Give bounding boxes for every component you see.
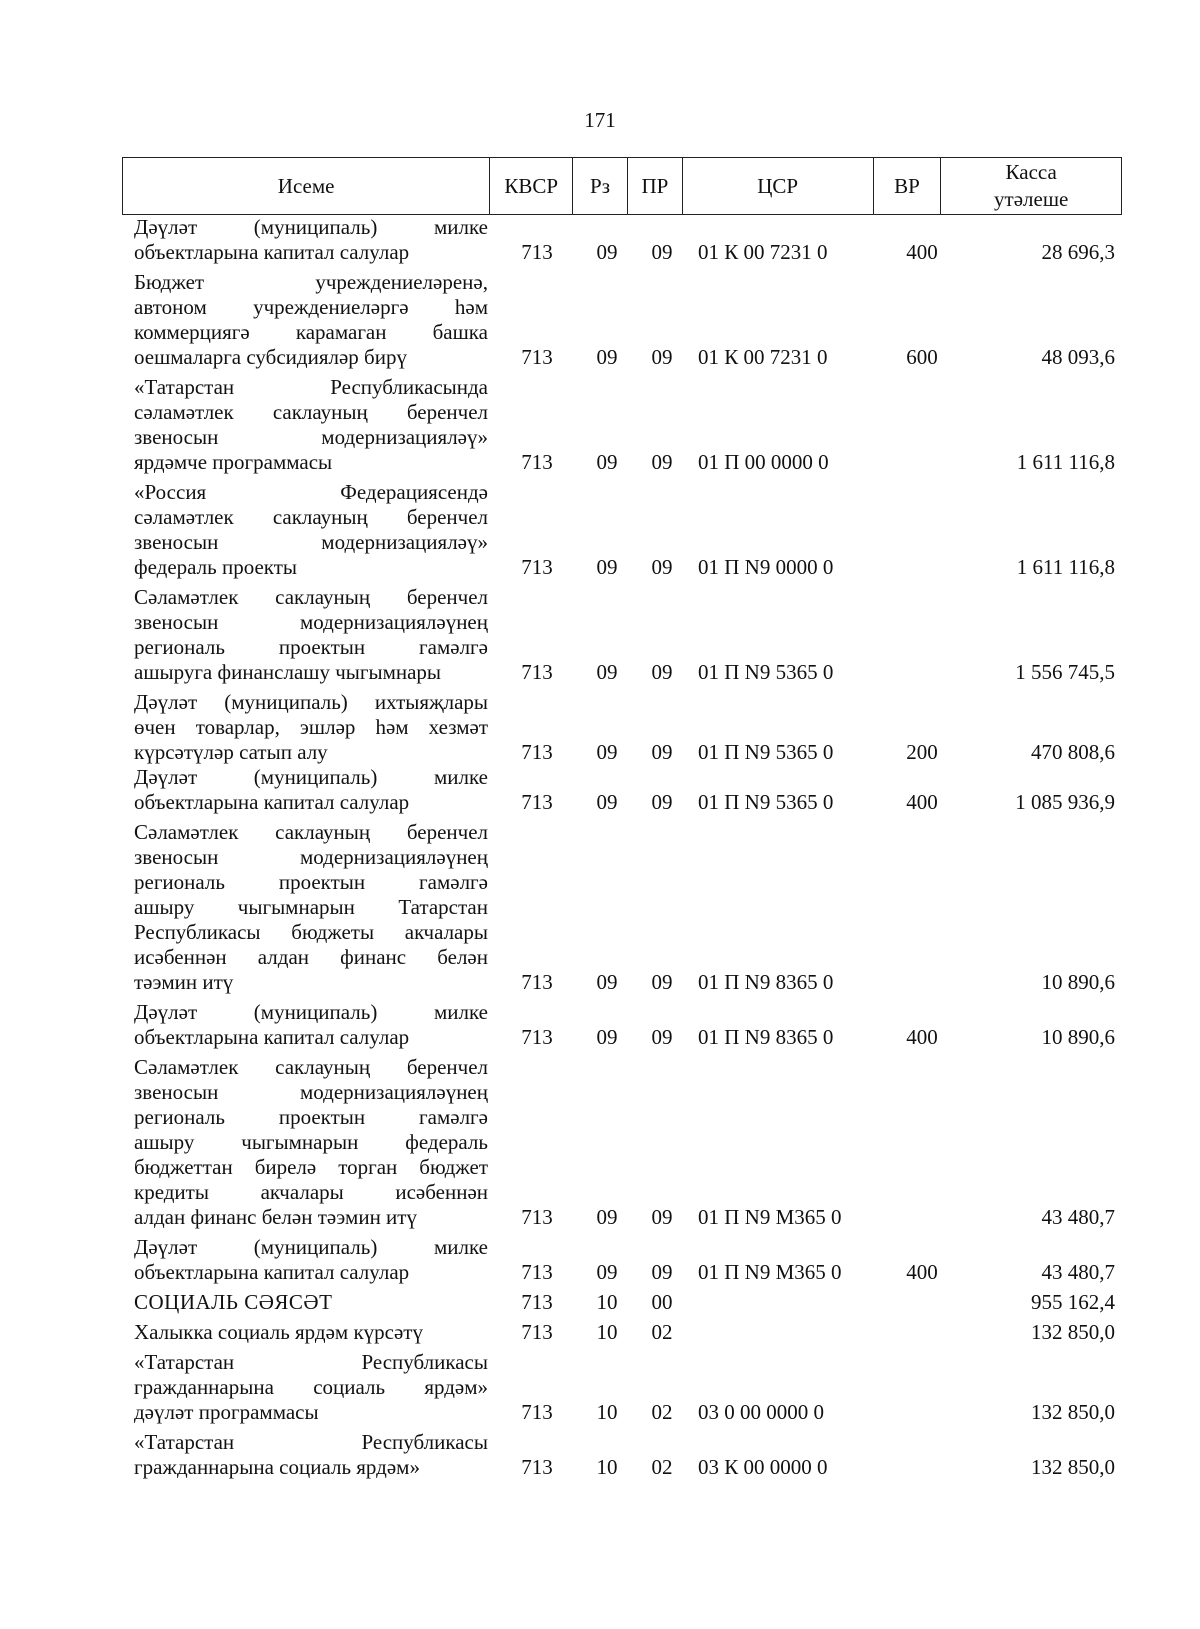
row-name-line: дəүлəт программасы [134, 1400, 319, 1424]
row-name [134, 1350, 488, 1425]
row-name-line: Дəүлəт (муниципаль) ихтыяҗлары [134, 690, 488, 714]
row-name-line: оешмаларга субсидиялəр бирү [134, 345, 407, 369]
row-name [134, 1320, 488, 1345]
row-name [134, 1430, 488, 1480]
row-name-line: өчен товарлар, эшлəр һəм хезмəт [134, 715, 488, 739]
row-sum: 43 480,7 [1041, 1260, 1115, 1284]
row-name-line: бюджеттан бирелə торган бюджет [134, 1155, 488, 1179]
row-name-line: кредиты акчалары исəбеннəн [134, 1180, 488, 1204]
row-rz: 09 [596, 555, 618, 579]
row-kvsr: 713 [521, 1320, 553, 1344]
row-name-line: күрсəтүлəр сатып алу [134, 740, 328, 764]
row-name [134, 1055, 488, 1230]
row-csr: 01 П N9 М365 0 [698, 1205, 842, 1229]
row-csr: 03 0 00 0000 0 [698, 1400, 824, 1424]
row-sum: 1 611 116,8 [1016, 450, 1115, 474]
row-kvsr: 713 [521, 740, 553, 764]
row-csr: 01 П N9 5365 0 [698, 790, 834, 814]
row-name-line: «Россия Федерациясендə [134, 480, 488, 504]
row-pr: 02 [651, 1455, 673, 1479]
table-row [0, 480, 1200, 580]
row-kvsr: 713 [521, 660, 553, 684]
row-sum: 10 890,6 [1041, 970, 1115, 994]
row-kvsr: 713 [521, 450, 553, 474]
row-name-line: Сəламəтлек саклауның беренчел [134, 820, 488, 844]
row-name [134, 585, 488, 685]
row-sum: 132 850,0 [1031, 1400, 1115, 1424]
row-csr: 03 К 00 0000 0 [698, 1455, 828, 1479]
row-rz: 09 [596, 970, 618, 994]
row-name-line: тəэмин итү [134, 970, 234, 994]
row-sum: 43 480,7 [1041, 1205, 1115, 1229]
row-pr: 09 [651, 1260, 673, 1284]
row-rz: 09 [596, 1260, 618, 1284]
row-pr: 02 [651, 1320, 673, 1344]
header-sum [941, 158, 1121, 214]
row-name [134, 765, 488, 815]
row-name-line: «Татарстан Республикасы [134, 1350, 488, 1374]
row-rz: 09 [596, 1205, 618, 1229]
header-rz: Рз [573, 158, 628, 214]
row-csr: 01 П N9 8365 0 [698, 1025, 834, 1049]
row-kvsr: 713 [521, 345, 553, 369]
row-pr: 09 [651, 1205, 673, 1229]
table-row [0, 270, 1200, 370]
row-name-line: гражданнарына социаль ярдəм» [134, 1455, 420, 1479]
row-sum: 1 556 745,5 [1015, 660, 1115, 684]
row-name-line: объектларына капитал салулар [134, 1260, 410, 1284]
table-row [0, 1055, 1200, 1230]
row-vr: 400 [906, 790, 938, 814]
header-vr: ВР [874, 158, 942, 214]
row-name-line: алдан финанс белəн тəэмин итү [134, 1205, 417, 1229]
row-rz: 10 [596, 1455, 618, 1479]
page-number: 171 [584, 108, 616, 132]
row-name [134, 1290, 488, 1315]
table-header [122, 157, 1122, 215]
row-rz: 09 [596, 1025, 618, 1049]
table-row [0, 1235, 1200, 1285]
row-pr: 09 [651, 240, 673, 264]
row-csr: 01 П N9 М365 0 [698, 1260, 842, 1284]
row-name-line: Республикасы бюджеты акчалары [134, 920, 488, 944]
row-kvsr: 713 [521, 1025, 553, 1049]
table-row [0, 1430, 1200, 1480]
row-sum: 470 808,6 [1031, 740, 1115, 764]
row-vr: 400 [906, 240, 938, 264]
row-name-line: звеносын модернизациялəү» [134, 530, 488, 554]
row-sum: 10 890,6 [1041, 1025, 1115, 1049]
row-name-line: гражданнарына социаль ярдəм» [134, 1375, 488, 1399]
row-name-line: звеносын модернизациялəүнең [134, 610, 488, 634]
row-name-line: региональ проектын гамəлгə [134, 635, 488, 659]
row-name [134, 690, 488, 765]
row-name-line: коммерциягə карамаган башка [134, 320, 488, 344]
row-vr: 400 [906, 1260, 938, 1284]
row-sum: 132 850,0 [1031, 1320, 1115, 1344]
row-pr: 09 [651, 740, 673, 764]
row-name-line: федераль проекты [134, 555, 297, 579]
row-name-line: «Татарстан Республикасында [134, 375, 488, 399]
row-pr: 02 [651, 1400, 673, 1424]
row-name [134, 480, 488, 580]
row-pr: 09 [651, 450, 673, 474]
row-name [134, 270, 488, 370]
row-name-line: ярдəмче программасы [134, 450, 333, 474]
row-csr: 01 П N9 8365 0 [698, 970, 834, 994]
row-name-line: сəламəтлек саклауның беренчел [134, 400, 488, 424]
row-rz: 10 [596, 1320, 618, 1344]
row-csr: 01 П N9 5365 0 [698, 660, 834, 684]
row-rz: 09 [596, 345, 618, 369]
table-row [0, 765, 1200, 815]
row-sum: 48 093,6 [1041, 345, 1115, 369]
row-pr: 09 [651, 790, 673, 814]
table-row [0, 820, 1200, 995]
header-name: Исеме [123, 158, 490, 214]
header-pr: ПР [628, 158, 683, 214]
row-rz: 10 [596, 1400, 618, 1424]
row-pr: 09 [651, 555, 673, 579]
row-kvsr: 713 [521, 555, 553, 579]
row-kvsr: 713 [521, 970, 553, 994]
row-csr: 01 П N9 0000 0 [698, 555, 834, 579]
header-sum-label: Касса утəлеше [994, 160, 1069, 211]
row-name-line: Дəүлəт (муниципаль) милке [134, 1000, 488, 1024]
table-row [0, 585, 1200, 685]
row-name-line: региональ проектын гамəлгə [134, 1105, 488, 1129]
row-name-line: Халыкка социаль ярдəм күрсəтү [134, 1320, 423, 1344]
row-kvsr: 713 [521, 1260, 553, 1284]
row-name-line: Бюджет учреждениелəренə, [134, 270, 488, 294]
row-vr: 200 [906, 740, 938, 764]
row-pr: 09 [651, 345, 673, 369]
row-name-line: «Татарстан Республикасы [134, 1430, 488, 1454]
row-name-line: звеносын модернизациялəү» [134, 425, 488, 449]
row-name-line: звеносын модернизациялəүнең [134, 1080, 488, 1104]
row-name-line: объектларына капитал салулар [134, 240, 410, 264]
row-pr: 09 [651, 1025, 673, 1049]
row-kvsr: 713 [521, 790, 553, 814]
row-kvsr: 713 [521, 1455, 553, 1479]
table-row [0, 690, 1200, 765]
row-rz: 09 [596, 740, 618, 764]
row-name-line: автоном учреждениелəргə һəм [134, 295, 488, 319]
table-row [0, 1350, 1200, 1425]
row-csr: 01 П 00 0000 0 [698, 450, 829, 474]
row-name-line: сəламəтлек саклауның беренчел [134, 505, 488, 529]
row-rz: 10 [596, 1290, 618, 1314]
header-csr: ЦСР [683, 158, 874, 214]
row-name-line: объектларына капитал салулар [134, 790, 410, 814]
row-csr: 01 К 00 7231 0 [698, 240, 828, 264]
row-kvsr: 713 [521, 1290, 553, 1314]
row-name-line: исəбеннəн алдан финанс белəн [134, 945, 488, 969]
row-name-line: звеносын модернизациялəүнең [134, 845, 488, 869]
row-rz: 09 [596, 240, 618, 264]
row-rz: 09 [596, 450, 618, 474]
row-name-line: Дəүлəт (муниципаль) милке [134, 1235, 488, 1259]
row-kvsr: 713 [521, 240, 553, 264]
row-csr: 01 П N9 5365 0 [698, 740, 834, 764]
row-name [134, 215, 488, 265]
row-vr: 400 [906, 1025, 938, 1049]
table-row [0, 375, 1200, 475]
row-kvsr: 713 [521, 1400, 553, 1424]
row-name-line: Дəүлəт (муниципаль) милке [134, 765, 488, 789]
table-row [0, 1290, 1200, 1315]
row-rz: 09 [596, 790, 618, 814]
row-name [134, 375, 488, 475]
row-vr: 600 [906, 345, 938, 369]
table-row [0, 1320, 1200, 1345]
row-pr: 09 [651, 970, 673, 994]
row-name-line: СОЦИАЛЬ СƏЯСƏТ [134, 1290, 333, 1314]
row-name [134, 1235, 488, 1285]
row-name-line: ашыру чыгымнарын федераль [134, 1130, 488, 1154]
row-kvsr: 713 [521, 1205, 553, 1229]
row-name-line: Сəламəтлек саклауның беренчел [134, 1055, 488, 1079]
row-name [134, 820, 488, 995]
row-pr: 00 [651, 1290, 673, 1314]
row-name-line: объектларына капитал салулар [134, 1025, 410, 1049]
row-sum: 132 850,0 [1031, 1455, 1115, 1479]
row-sum: 1 085 936,9 [1015, 790, 1115, 814]
row-name-line: региональ проектын гамəлгə [134, 870, 488, 894]
row-sum: 28 696,3 [1041, 240, 1115, 264]
row-name-line: ашыру чыгымнарын Татарстан [134, 895, 488, 919]
row-pr: 09 [651, 660, 673, 684]
table-row [0, 215, 1200, 265]
row-name [134, 1000, 488, 1050]
table-row [0, 1000, 1200, 1050]
row-name-line: Сəламəтлек саклауның беренчел [134, 585, 488, 609]
row-name-line: Дəүлəт (муниципаль) милке [134, 215, 488, 239]
row-sum: 1 611 116,8 [1016, 555, 1115, 579]
row-csr: 01 К 00 7231 0 [698, 345, 828, 369]
header-kvsr: КВСР [490, 158, 573, 214]
row-name-line: ашыруга финанслашу чыгымнары [134, 660, 442, 684]
row-rz: 09 [596, 660, 618, 684]
row-sum: 955 162,4 [1031, 1290, 1115, 1314]
